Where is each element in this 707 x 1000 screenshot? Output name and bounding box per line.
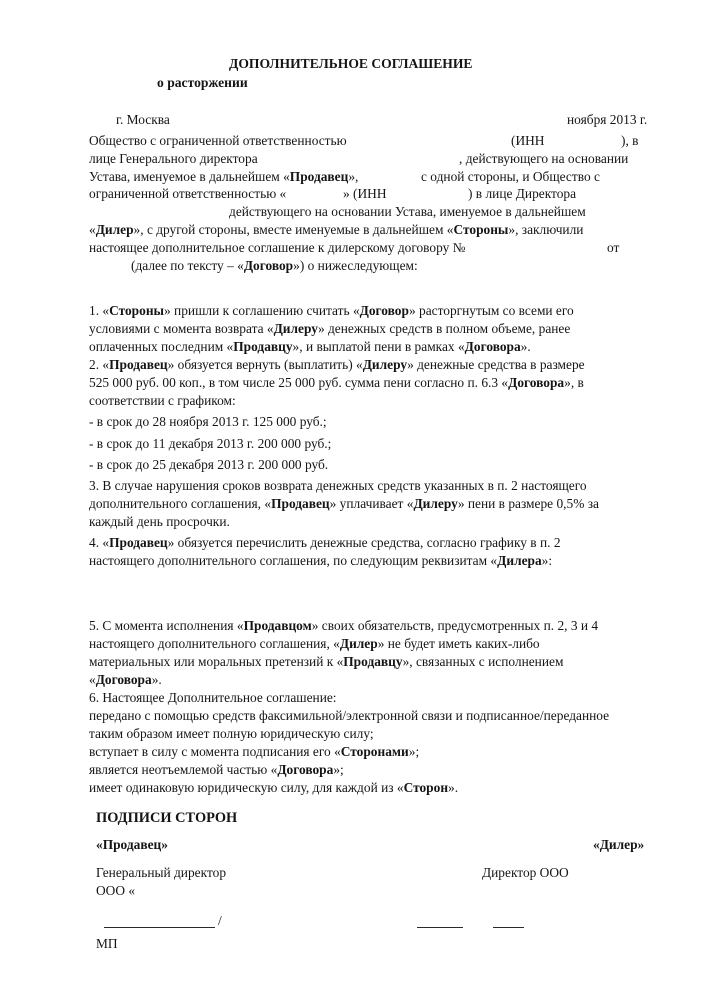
clause-2-line-2: 525 000 руб. 00 коп., в том числе 25 000 руб. сумма пени согласно п. 6.3 «Договора», в	[89, 375, 584, 390]
clause-6-line-3: таким образом имеет полную юридическую силу;	[89, 726, 374, 741]
dealer-signature-line	[417, 927, 463, 928]
seller-position: Генеральный директор	[96, 865, 227, 880]
preamble-line-8: (далее по тексту – «Договор») о нижеследующем:	[131, 258, 418, 273]
preamble-line-2b: , действующего на основании	[459, 151, 629, 166]
preamble-line-4a: ограниченной ответственностью «	[89, 186, 287, 201]
seller-signature-line	[104, 927, 215, 928]
clause-4-line-1: 4. «Продавец» обязуется перечислить денежные средства, согласно графику в п. 2	[89, 535, 561, 550]
clause-3-line-1: 3. В случае нарушения сроков возврата денежных средств указанных в п. 2 настоящего	[89, 478, 587, 493]
preamble-line-1c: ), в	[621, 133, 639, 148]
clause-5-line-1: 5. С момента исполнения «Продавцом» своих обязательств, предусмотренных п. 2, 3 и 4	[89, 618, 599, 633]
preamble-line-2a: лице Генерального директора	[89, 151, 258, 166]
stamp-placeholder: МП	[96, 936, 118, 951]
dealer-position: Директор ООО	[482, 865, 569, 880]
clause-1-line-2: условиями с момента возврата «Дилеру» денежных средств в полном объеме, ранее	[89, 321, 571, 336]
clause-6-line-4: вступает в силу с момента подписания его «Сторонами»;	[89, 744, 420, 759]
preamble-line-3d: с одной стороны, и Общество с	[421, 169, 600, 184]
clause-5-line-3: материальных или моральных претензий к «Продавцу», связанных с исполнением	[89, 654, 564, 669]
clause-5-line-4: «Договора».	[89, 672, 162, 687]
clause-1-line-3: оплаченных последним «Продавцу», и выплатой пени в рамках «Договора».	[89, 339, 531, 354]
clause-3-line-2: дополнительного соглашения, «Продавец» уплачивает «Дилеру» пени в размере 0,5% за	[89, 496, 599, 511]
preamble-line-7a: настоящее дополнительное соглашение к дилерскому договору №	[89, 240, 466, 255]
schedule-item-3: - в срок до 25 декабря 2013 г. 200 000 руб.	[89, 457, 329, 472]
preamble-line-7b: от	[607, 240, 620, 255]
preamble-line-4c: ) в лице Директора	[468, 186, 577, 201]
preamble-line-1b: (ИНН	[511, 133, 545, 148]
clause-2-line-1: 2. «Продавец» обязуется вернуть (выплатить) «Дилеру» денежные средства в размере	[89, 357, 585, 372]
city: г. Москва	[116, 112, 170, 127]
clause-1-line-1: 1. «Стороны» пришли к соглашению считать «Договор» расторгнутым со всеми его	[89, 303, 574, 318]
clause-4-line-2: настоящего дополнительного соглашения, по следующим реквизитам «Дилера»:	[89, 553, 553, 568]
clause-2-line-3: соответствии с графиком:	[89, 393, 236, 408]
document-title: ДОПОЛНИТЕЛЬНОЕ СОГЛАШЕНИЕ	[229, 56, 473, 71]
preamble-line-3: Устава, именуемое в дальнейшем «Продавец»,	[89, 169, 359, 184]
preamble-line-6: «Дилер», с другой стороны, вместе именуемые в дальнейшем «Стороны», заключили	[89, 222, 584, 237]
clause-6-line-5: является неотъемлемой частью «Договора»;	[89, 762, 344, 777]
seller-org: ООО «	[96, 883, 136, 898]
signature-slash: /	[218, 913, 222, 928]
clause-6-line-1: 6. Настоящее Дополнительное соглашение:	[89, 690, 337, 705]
dealer-name-line	[493, 927, 524, 928]
seller-label: «Продавец»	[96, 837, 168, 852]
preamble-line-1a: Общество с ограниченной ответственностью	[89, 133, 347, 148]
clause-3-line-3: каждый день просрочки.	[89, 514, 230, 529]
signatures-heading: ПОДПИСИ СТОРОН	[96, 810, 238, 826]
document-subtitle: о расторжении	[157, 75, 248, 90]
clause-5-line-2: настоящего дополнительного соглашения, «Дилер» не будет иметь каких-либо	[89, 636, 540, 651]
preamble-line-4b: » (ИНН	[343, 186, 387, 201]
dealer-label: «Дилер»	[593, 837, 645, 852]
schedule-item-2: - в срок до 11 декабря 2013 г. 200 000 руб.;	[89, 436, 332, 451]
clause-6-line-6: имеет одинаковую юридическую силу, для каждой из «Сторон».	[89, 780, 459, 795]
schedule-item-1: - в срок до 28 ноября 2013 г. 125 000 руб.;	[89, 414, 327, 429]
date: ноября 2013 г.	[567, 112, 648, 127]
preamble-line-5: действующего на основании Устава, именуемое в дальнейшем	[229, 204, 586, 219]
clause-6-line-2: передано с помощью средств факсимильной/электронной связи и подписанное/переданное	[89, 708, 610, 723]
